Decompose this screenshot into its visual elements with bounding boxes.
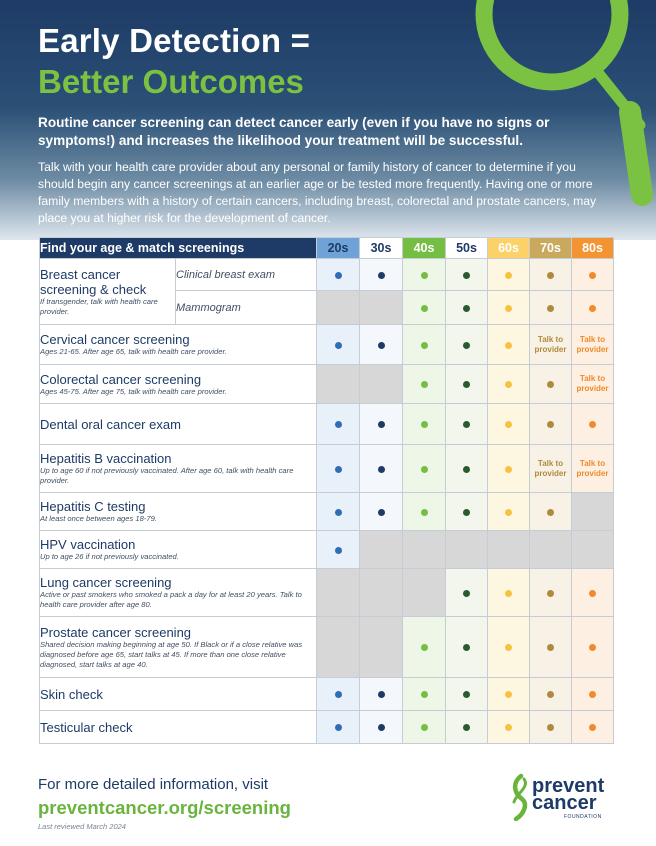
screening-note: Active or past smokers who smoked a pack a day for at least 20 years. Talk to health care provider after age 80. [40, 590, 302, 609]
recommended-dot-icon [421, 509, 428, 516]
ribbon-icon [508, 773, 532, 821]
recommended-cell [317, 259, 360, 291]
page-title-line1: Early Detection = [38, 22, 311, 59]
recommended-dot-icon [335, 272, 342, 279]
screening-label [40, 531, 317, 569]
recommended-cell [530, 493, 572, 531]
screening-name: HPV vaccination [40, 537, 136, 552]
recommended-dot-icon [547, 509, 554, 516]
recommended-dot-icon [589, 691, 596, 698]
screening-label [40, 325, 317, 365]
recommended-cell [488, 445, 530, 493]
recommended-dot-icon [547, 724, 554, 731]
recommended-cell [403, 404, 446, 445]
table-row [40, 617, 614, 678]
screening-name: Testicular check [40, 719, 133, 735]
talk-to-provider-label: Talk to [579, 374, 606, 383]
screening-sublabel: Mammogram [176, 291, 317, 325]
prevent-cancer-logo [508, 773, 628, 821]
not-applicable-cell [403, 531, 446, 569]
screening-note: Ages 45-75. After age 75, talk with health care provider. [40, 386, 227, 396]
recommended-dot-icon [505, 305, 512, 312]
talk-to-provider-label: provider [576, 384, 609, 393]
recommended-cell [530, 711, 572, 744]
recommended-cell [317, 531, 360, 569]
recommended-cell [530, 617, 572, 678]
logo-text-foundation: FOUNDATION [564, 814, 602, 820]
talk-to-provider-label: provider [576, 468, 609, 478]
recommended-cell [360, 325, 403, 365]
talk-to-provider-label: provider [576, 344, 609, 354]
screening-name: Colorectal cancer screening [40, 371, 202, 387]
recommended-dot-icon [335, 509, 342, 516]
screening-label [40, 259, 176, 325]
recommended-cell [530, 291, 572, 325]
recommended-cell [488, 678, 530, 711]
recommended-dot-icon [378, 509, 385, 516]
screening-name: Dental oral cancer exam [40, 416, 181, 432]
not-applicable-cell [530, 531, 572, 569]
recommended-dot-icon [378, 466, 385, 473]
table-row [40, 531, 614, 569]
recommended-dot-icon [505, 590, 512, 597]
talk-to-provider-cell [572, 325, 614, 365]
footer-info-text: For more detailed information, visit [38, 776, 269, 793]
recommended-cell [488, 493, 530, 531]
screening-label [40, 617, 317, 678]
not-applicable-cell [360, 365, 403, 404]
recommended-cell [530, 365, 572, 404]
recommended-dot-icon [335, 466, 342, 473]
recommended-cell [488, 569, 530, 617]
recommended-dot-icon [378, 421, 385, 428]
recommended-cell [360, 678, 403, 711]
screening-table [39, 237, 614, 744]
table-header-row [40, 238, 614, 259]
not-applicable-cell [572, 531, 614, 569]
recommended-dot-icon [505, 272, 512, 279]
recommended-dot-icon [463, 466, 470, 473]
recommended-dot-icon [505, 342, 512, 349]
recommended-cell [488, 325, 530, 365]
recommended-dot-icon [505, 691, 512, 698]
recommended-dot-icon [589, 305, 596, 312]
screening-note: Ages 21-65. After age 65, talk with health care provider. [40, 347, 227, 356]
recommended-cell [572, 678, 614, 711]
recommended-cell [446, 711, 488, 744]
age-header: 70s [530, 238, 572, 259]
not-applicable-cell [317, 569, 360, 617]
screening-label [40, 493, 317, 531]
screening-name: Lung cancer screening [40, 575, 172, 590]
recommended-cell [317, 404, 360, 445]
recommended-cell [446, 365, 488, 404]
recommended-cell [446, 404, 488, 445]
recommended-dot-icon [547, 644, 554, 651]
recommended-dot-icon [421, 724, 428, 731]
screening-name: Breast cancer screening & check [40, 266, 147, 297]
not-applicable-cell [446, 531, 488, 569]
recommended-cell [360, 259, 403, 291]
recommended-dot-icon [547, 691, 554, 698]
screening-sublabel: Clinical breast exam [176, 259, 317, 291]
recommended-cell [572, 404, 614, 445]
talk-to-provider-cell [572, 445, 614, 493]
recommended-dot-icon [463, 381, 470, 388]
recommended-cell [530, 404, 572, 445]
recommended-dot-icon [378, 691, 385, 698]
recommended-cell [360, 445, 403, 493]
recommended-cell [360, 404, 403, 445]
screening-label [40, 678, 317, 711]
table-row [40, 569, 614, 617]
recommended-cell [360, 711, 403, 744]
recommended-dot-icon [421, 305, 428, 312]
not-applicable-cell [403, 569, 446, 617]
screening-note: At least once between ages 18-79. [40, 514, 157, 523]
recommended-cell [572, 711, 614, 744]
talk-to-provider-label: Talk to [537, 334, 564, 344]
recommended-dot-icon [421, 466, 428, 473]
recommended-dot-icon [463, 590, 470, 597]
table-row [40, 493, 614, 531]
recommended-dot-icon [335, 421, 342, 428]
recommended-cell [530, 569, 572, 617]
recommended-dot-icon [421, 421, 428, 428]
table-row [40, 678, 614, 711]
not-applicable-cell [317, 291, 360, 325]
recommended-cell [317, 325, 360, 365]
screening-label [40, 445, 317, 493]
recommended-cell [446, 259, 488, 291]
recommended-cell [446, 569, 488, 617]
recommended-dot-icon [463, 644, 470, 651]
table-row [40, 365, 614, 404]
page-title-line2: Better Outcomes [38, 63, 304, 100]
recommended-cell [360, 493, 403, 531]
age-header: 80s [572, 238, 614, 259]
recommended-dot-icon [335, 691, 342, 698]
table-header-label: Find your age & match screenings [40, 238, 317, 259]
recommended-dot-icon [335, 547, 342, 554]
recommended-cell [572, 291, 614, 325]
recommended-cell [572, 259, 614, 291]
recommended-dot-icon [463, 305, 470, 312]
recommended-cell [530, 259, 572, 291]
recommended-dot-icon [335, 342, 342, 349]
recommended-dot-icon [589, 590, 596, 597]
not-applicable-cell [360, 617, 403, 678]
recommended-dot-icon [589, 644, 596, 651]
screening-name: Hepatitis B vaccination [40, 451, 172, 466]
recommended-dot-icon [547, 421, 554, 428]
screening-note: Up to age 26 if not previously vaccinated. [40, 552, 179, 561]
talk-to-provider-label: provider [534, 344, 567, 354]
age-header: 60s [488, 238, 530, 259]
talk-to-provider-label: Talk to [579, 334, 606, 344]
recommended-cell [403, 678, 446, 711]
talk-to-provider-label: Talk to [579, 458, 606, 468]
table-row [40, 404, 614, 445]
recommended-dot-icon [505, 466, 512, 473]
talk-to-provider-label: provider [534, 468, 567, 478]
recommended-dot-icon [378, 342, 385, 349]
recommended-dot-icon [378, 724, 385, 731]
recommended-dot-icon [589, 724, 596, 731]
recommended-dot-icon [547, 305, 554, 312]
not-applicable-cell [360, 291, 403, 325]
talk-to-provider-label: Talk to [537, 458, 564, 468]
body-text: Talk with your health care provider about any personal or family history of cancer to determine if you should begin any cancer screenings at an earlier age or be tested more frequently. Having one or more family members with a history of certain cancers, including breast, colorectal and prostate cancers, may place you at higher risk for the development of cancer. [38, 160, 597, 225]
screening-label [40, 569, 317, 617]
recommended-cell [403, 291, 446, 325]
recommended-cell [488, 404, 530, 445]
recommended-dot-icon [463, 509, 470, 516]
not-applicable-cell [360, 531, 403, 569]
table-row [40, 711, 614, 744]
recommended-cell [317, 711, 360, 744]
logo-text-cancer: cancer [532, 792, 597, 814]
age-header: 20s [317, 238, 360, 259]
not-applicable-cell [317, 365, 360, 404]
age-header: 50s [446, 238, 488, 259]
talk-to-provider-cell [530, 325, 572, 365]
recommended-dot-icon [463, 342, 470, 349]
recommended-cell [488, 365, 530, 404]
recommended-dot-icon [421, 342, 428, 349]
not-applicable-cell [488, 531, 530, 569]
recommended-dot-icon [463, 691, 470, 698]
recommended-dot-icon [421, 644, 428, 651]
recommended-dot-icon [378, 272, 385, 279]
logo-text-prevent: prevent [532, 775, 605, 797]
recommended-cell [317, 445, 360, 493]
talk-to-provider-cell [572, 365, 614, 404]
age-header: 40s [403, 238, 446, 259]
recommended-dot-icon [463, 421, 470, 428]
screening-label [40, 404, 317, 445]
screening-name: Prostate cancer screening [40, 624, 192, 640]
recommended-cell [403, 445, 446, 493]
recommended-cell [572, 569, 614, 617]
not-applicable-cell [317, 617, 360, 678]
age-header: 30s [360, 238, 403, 259]
recommended-dot-icon [547, 590, 554, 597]
recommended-dot-icon [463, 272, 470, 279]
recommended-dot-icon [505, 381, 512, 388]
recommended-dot-icon [505, 421, 512, 428]
screening-note: If transgender, talk with health care provider. [40, 296, 158, 316]
recommended-cell [446, 291, 488, 325]
screening-label [40, 365, 317, 404]
recommended-dot-icon [421, 381, 428, 388]
recommended-cell [403, 259, 446, 291]
last-reviewed-text: Last reviewed March 2024 [38, 822, 126, 831]
recommended-cell [488, 291, 530, 325]
recommended-cell [572, 617, 614, 678]
talk-to-provider-cell [530, 445, 572, 493]
table-row [40, 445, 614, 493]
recommended-dot-icon [505, 644, 512, 651]
recommended-cell [530, 678, 572, 711]
recommended-cell [446, 325, 488, 365]
footer-link[interactable]: preventcancer.org/screening [38, 797, 291, 818]
recommended-cell [446, 445, 488, 493]
recommended-cell [488, 617, 530, 678]
recommended-cell [317, 678, 360, 711]
recommended-dot-icon [421, 272, 428, 279]
recommended-cell [403, 711, 446, 744]
screening-note: Shared decision making beginning at age 50. If Black or if a close relative was diagnosed before age 65, start talks at 45. If more than one close relative diagnosed, start talks at age 40. [40, 639, 303, 669]
recommended-dot-icon [505, 509, 512, 516]
not-applicable-cell [360, 569, 403, 617]
recommended-cell [403, 365, 446, 404]
screening-label [40, 711, 317, 744]
recommended-dot-icon [505, 724, 512, 731]
recommended-cell [446, 678, 488, 711]
recommended-cell [403, 493, 446, 531]
recommended-cell [403, 325, 446, 365]
screening-note: Up to age 60 if not previously vaccinated. After age 60, talk with health care provider. [40, 466, 294, 485]
recommended-cell [488, 259, 530, 291]
recommended-cell [317, 493, 360, 531]
table-row [40, 259, 614, 291]
recommended-dot-icon [421, 691, 428, 698]
recommended-cell [446, 493, 488, 531]
recommended-dot-icon [547, 381, 554, 388]
screening-name: Hepatitis C testing [40, 499, 146, 514]
recommended-dot-icon [335, 724, 342, 731]
recommended-dot-icon [589, 421, 596, 428]
screening-name: Cervical cancer screening [40, 332, 190, 347]
table-row [40, 325, 614, 365]
recommended-dot-icon [463, 724, 470, 731]
screening-name: Skin check [40, 686, 103, 702]
recommended-cell [488, 711, 530, 744]
recommended-dot-icon [589, 272, 596, 279]
not-applicable-cell [572, 493, 614, 531]
recommended-cell [446, 617, 488, 678]
recommended-cell [403, 617, 446, 678]
recommended-dot-icon [547, 272, 554, 279]
intro-text: Routine cancer screening can detect cancer early (even if you have no signs or symptoms!) and increases the likelihood your treatment will be successful. [38, 115, 550, 148]
